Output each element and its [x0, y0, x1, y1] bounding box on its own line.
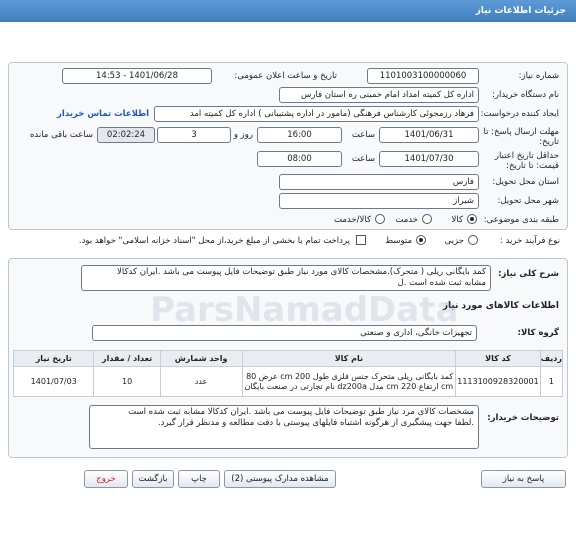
remaining-time-field: 02:02:24	[97, 127, 155, 143]
window-title: جزئیات اطلاعات نیاز	[0, 0, 576, 22]
category-label: طبقه بندی موضوعی:	[483, 215, 559, 225]
cell-name-line-2: cm ارتفاع 220 cm مدل dz200a نام تجارتی در صنعت بایگان	[244, 381, 454, 391]
buyer-notes-line-2: .لطفا جهت پیشگیری از هرگونه اشتباه فایلهای پیوستی با دقت مطالعه و مدنظر قرار گیرد.	[157, 418, 474, 428]
category-radio-goods-service[interactable]	[375, 214, 385, 224]
days-field[interactable]: 3	[157, 127, 231, 143]
announce-date-field[interactable]: 1401/06/28 - 14:53	[62, 68, 212, 84]
province-field[interactable]: فارس	[279, 174, 479, 190]
announce-date-label: تاریخ و ساعت اعلان عمومی:	[234, 71, 337, 81]
goods-group-field[interactable]: تجهیزات خانگی، اداری و صنعتی	[92, 325, 477, 341]
process-option-medium: متوسط	[385, 236, 412, 246]
category-option-service: خدمت	[395, 215, 418, 225]
summary-label: شرح کلی نیاز:	[498, 269, 559, 279]
cell-qty: 10	[94, 367, 160, 397]
treasury-payment-checkbox[interactable]	[356, 235, 366, 245]
col-date: تاریخ نیاز	[14, 351, 94, 367]
remaining-label: ساعت باقی مانده	[29, 130, 93, 140]
buyer-notes-label: توضیحات خریدار:	[487, 413, 559, 423]
validity-time-label: ساعت	[351, 154, 375, 164]
validity-time-field[interactable]: 08:00	[257, 151, 342, 167]
exit-button[interactable]: خروج	[84, 470, 128, 488]
city-field[interactable]: شیراز	[279, 193, 479, 209]
days-label: روز و	[233, 130, 253, 140]
reply-button[interactable]: پاسخ به نیاز	[481, 470, 566, 488]
buyer-notes-line-1: مشخصات کالای مرد نیاز طبق توضیحات فایل پیوست می باشد .ایران کدکالا مشابه ثبت شده است	[128, 407, 474, 417]
creator-field[interactable]: فرهاد رزمجوئی کارشناس فرهنگی (مامور در اداره پشتیبانی ) اداره کل کمیته امد	[154, 106, 479, 122]
buyer-contact-link[interactable]: اطلاعات تماس خریدار	[57, 109, 149, 119]
need-number-field[interactable]: 1101003100000060	[367, 68, 479, 84]
goods-group-label: گروه کالا:	[517, 328, 559, 338]
deadline-label: مهلت ارسال پاسخ: تا تاریخ:	[483, 127, 559, 147]
deadline-date-field[interactable]: 1401/06/31	[379, 127, 479, 143]
buyer-org-field[interactable]: اداره کل کمیته امداد امام خمینی ره استان فارس	[279, 87, 479, 103]
province-label: استان محل تحویل:	[492, 177, 559, 187]
col-code: کد کالا	[456, 351, 541, 367]
category-radio-goods[interactable]	[467, 214, 477, 224]
col-name: نام کالا	[242, 351, 456, 367]
cell-row: 1	[540, 367, 562, 397]
print-button[interactable]: چاپ	[178, 470, 220, 488]
category-radio-service[interactable]	[422, 214, 432, 224]
category-option-goods: کالا	[451, 215, 463, 225]
process-radio-medium[interactable]	[416, 235, 426, 245]
goods-table-header	[14, 351, 563, 367]
validity-date-field[interactable]: 1401/07/30	[379, 151, 479, 167]
summary-text	[81, 265, 491, 291]
col-unit: واحد شمارش	[160, 351, 242, 367]
category-option-goods-service: کالا/خدمت	[334, 215, 371, 225]
goods-details-panel	[8, 258, 568, 458]
back-button[interactable]: بازگشت	[132, 470, 174, 488]
need-details-panel	[8, 62, 568, 230]
cell-unit: عدد	[160, 367, 242, 397]
need-number-label: شماره نیاز:	[518, 71, 559, 81]
summary-line-2: مشابه ثبت شده است .ل	[397, 278, 486, 288]
cell-date: 1401/07/03	[14, 367, 94, 397]
goods-section-title: اطلاعات کالاهای مورد نیاز	[442, 301, 559, 311]
col-qty: تعداد / مقدار	[94, 351, 160, 367]
cell-name-line-1: کمد بایگانی ریلی متحرک جنس فلزی طول cm 200 عرض 80	[246, 371, 454, 381]
cell-code: 1113100928320001	[456, 367, 541, 397]
goods-table	[13, 350, 563, 397]
creator-label: ایجاد کننده درخواست:	[480, 109, 559, 119]
city-label: شهر محل تحویل:	[497, 196, 559, 206]
buyer-notes-text	[89, 405, 479, 449]
summary-line-1: کمد بایگانی ریلی ( متحرک).مشخصات کالای مورد نیاز طبق توضیحات فایل پیوست می باشد .ایران کدکالا	[117, 267, 486, 277]
deadline-time-label: ساعت	[351, 130, 375, 140]
process-radio-minor[interactable]	[468, 235, 478, 245]
process-type-label: نوع فرآیند خرید :	[499, 236, 560, 246]
deadline-time-field[interactable]: 16:00	[257, 127, 342, 143]
table-row[interactable]	[14, 367, 563, 397]
col-row: ردیف	[540, 351, 562, 367]
cell-name	[242, 367, 456, 397]
process-option-minor: جزیی	[444, 236, 464, 246]
treasury-payment-note: پرداخت تمام یا بخشی از مبلغ خرید،از محل "اسناد خزانه اسلامی" خواهد بود.	[78, 236, 350, 246]
validity-label: حداقل تاریخ اعتبار قیمت: تا تاریخ:	[494, 151, 559, 171]
buyer-org-label: نام دستگاه خریدار:	[492, 90, 559, 100]
attachments-button[interactable]: مشاهده مدارک پیوستی (2)	[224, 470, 336, 488]
